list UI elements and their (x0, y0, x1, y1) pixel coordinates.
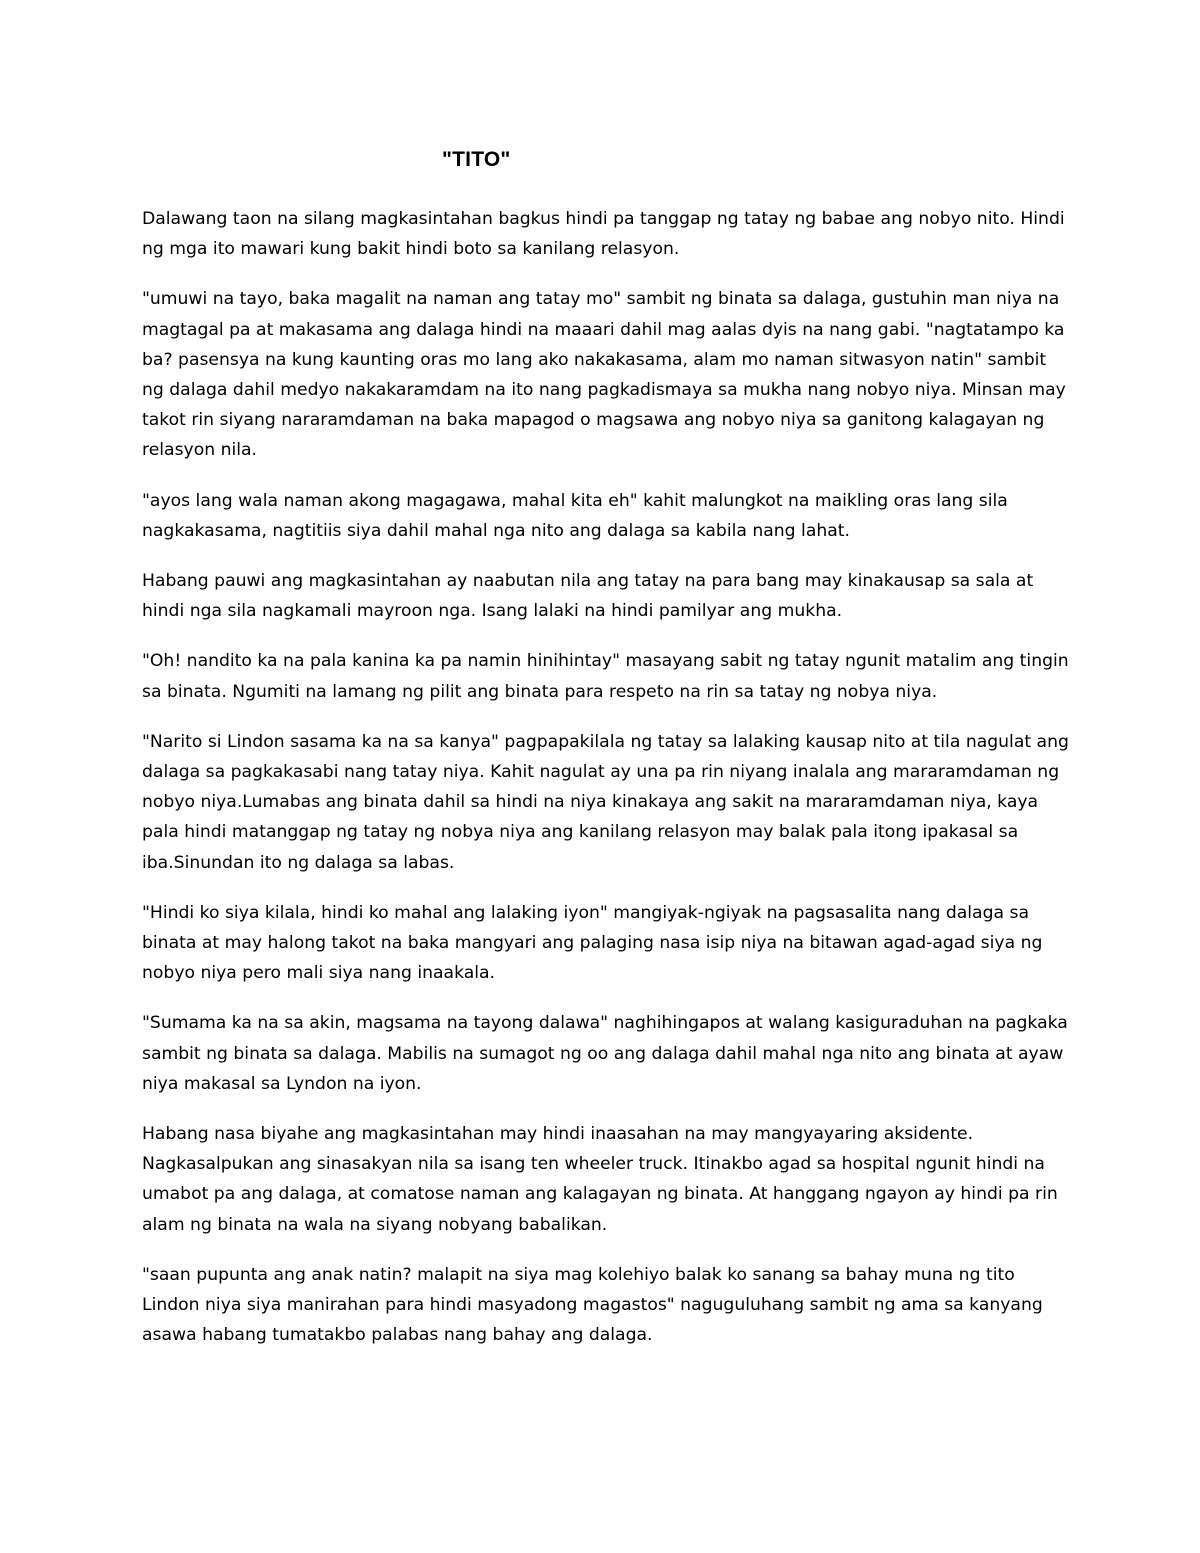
paragraph: Dalawang taon na silang magkasintahan bagkus hindi pa tanggap ng tatay ng babae ang nobyo nito. Hindi ng mga ito mawari kung bakit hindi boto sa kanilang relasyon. (142, 209, 1065, 260)
paragraph: "Oh! nandito ka na pala kanina ka pa namin hinihintay" masayang sabit ng tatay ngunit matalim ang tingin sa binata. Ngumiti na lamang ng pilit ang binata para respeto na rin sa tatay ng nobya niya. (142, 651, 1069, 702)
paragraph: "ayos lang wala naman akong magagawa, mahal kita eh" kahit malungkot na maikling oras lang sila nagkakasama, nagtitiis siya dahil mahal nga nito ang dalaga sa kabila nang lahat. (142, 490, 1008, 541)
paragraph: "Sumama ka na sa akin, magsama na tayong dalawa" naghihingapos at walang kasiguraduhan na pagkaka sambit ng binata sa dalaga. Mabilis na sumagot ng oo ang dalaga dahil mahal nga nito ang binata at ayaw niya makasal sa Lyndon na iyon. (142, 1013, 1068, 1094)
paragraph: "saan pupunta ang anak natin? malapit na siya mag kolehiyo balak ko sanang sa bahay muna ng tito Lindon niya siya manirahan para hindi masyadong magastos" naguguluhang sambit ng ama sa kanyang asawa habang tumatakbo palabas nang bahay ang dalaga. (142, 1264, 1043, 1346)
document-title: "TITO" (442, 148, 511, 171)
paragraph: "Narito si Lindon sasama ka na sa kanya" pagpapakilala ng tatay sa lalaking kausap nito at tila nagulat ang dalaga sa pagkakasabi nang tatay niya. Kahit nagulat ay una pa rin niyang inalala ang mararamdaman ng nobyo niya.Lumabas ang binata dahil sa hindi na niya kinakaya ang sakit na mararamdaman niya, kaya pala hindi matanggap ng tatay ng nobya niya ang kanilang relasyon may balak pala itong ipakasal sa iba.Sinundan ito ng dalaga sa labas. (142, 731, 1069, 873)
paragraph: "Hindi ko siya kilala, hindi ko mahal ang lalaking iyon" mangiyak-ngiyak na pagsasalita nang dalaga sa binata at may halong takot na baka mangyari ang palaging nasa isip niya na bitawan agad-agad siya ng nobyo niya pero mali siya nang inaakala. (142, 902, 1043, 984)
paragraph: "umuwi na tayo, baka magalit na naman ang tatay mo" sambit ng binata sa dalaga, gustuhin man niya na magtagal pa at makasama ang dalaga hindi na maaari dahil mag aalas dyis na nang gabi. "nagtatampo ka ba? pasensya na kung kaunting oras mo lang ako nakakasama, alam mo naman sitwasyon natin" sambit ng dalaga dahil medyo nakakaramdam na ito nang pagkadismaya sa mukha nang nobyo niya. Minsan may takot rin siyang nararamdaman na baka mapagod o magsawa ang nobyo niya sa ganitong kalagayan ng relasyon nila. (142, 289, 1066, 461)
paragraph: Habang pauwi ang magkasintahan ay naabutan nila ang tatay na para bang may kinakausap sa sala at hindi nga sila nagkamali mayroon nga. Isang lalaki na hindi pamilyar ang mukha. (142, 571, 1034, 622)
document-body (142, 204, 1072, 1371)
paragraph: Habang nasa biyahe ang magkasintahan may hindi inaasahan na may mangyayaring aksidente. Nagkasalpukan ang sinasakyan nila sa isang ten wheeler truck. Itinakbo agad sa hospital ngunit hindi na umabot pa ang dalaga, at comatose naman ang kalagayan ng binata. At hanggang ngayon ay hindi pa rin alam ng binata na wala na siyang nobyang babalikan. (142, 1124, 1058, 1235)
